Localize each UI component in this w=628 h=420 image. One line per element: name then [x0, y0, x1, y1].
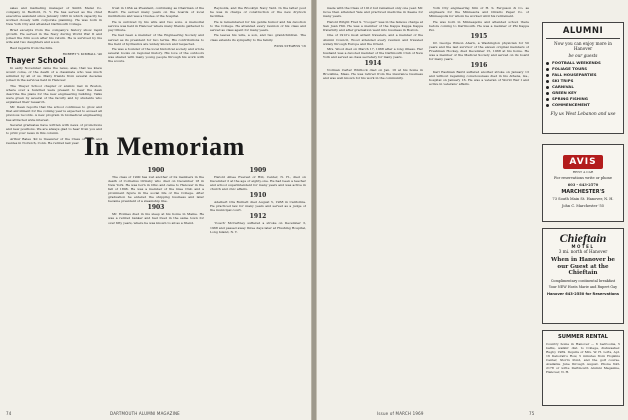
avis-dealer: MARCHESTER'S — [561, 189, 605, 196]
paragraph: made with the Class of 1912 but remained only one year. Mr. Gove then attended Yale and practiced medicine in Keene for many years. — [323, 6, 423, 19]
alumni-ad-item-label: GREEN KEY — [552, 90, 577, 95]
alumni-ad-tagline: Now you can enjoy more in Hanover — [554, 41, 612, 51]
paragraph: Mr. Dean reports that the school continues to grow and that enrollment for the coming year is expected to exceed all previous records. A new program in biomedical engineering has attracted wide interest. — [6, 105, 102, 122]
class-year: 1915 — [470, 32, 488, 40]
summer-rental-ad — [542, 330, 624, 406]
bullet-icon — [546, 86, 549, 89]
alumni-ad-item-label: SPRING FISHING — [552, 96, 588, 101]
memoriam-col-2 — [210, 166, 306, 404]
alumni-ad-item-label: FOLIAGE TOURS — [552, 66, 588, 71]
avis-ad — [542, 144, 624, 222]
right-col-1 — [323, 6, 423, 404]
obituary: Dr. George Wilson Ahern, a Washington physician for 50 years and the last survivor of the eleven original members of Freshman Hockey, died December 15, 1968 at his home. He was a member of the Medical Society and served on its board for many years. — [429, 40, 529, 62]
left-col-1 — [6, 6, 102, 404]
in-memoriam-heading: In Memoriam — [84, 132, 245, 161]
bullet-icon — [546, 92, 549, 95]
signature: ROBERT Y. KIMBALL '40 — [62, 51, 102, 56]
signature: RUSS STEARNS '16 — [274, 43, 306, 48]
bullet-icon — [546, 80, 549, 83]
obituary: Mr. Holmes died in his sleep at his home in Maine. He was a retired banker and had lived in the same town for over fifty years, where he was known to all as a friend. — [108, 212, 204, 225]
paragraph: He leaves his wife, a son, and two grandchildren. The class extends its sympathy to the family. — [210, 33, 306, 42]
paragraph: One of 1912's most ardent travelers, and a member of the Alumni Council, Wood attended every reunion and traveled widely through Europe and the Orient. — [323, 33, 423, 46]
chieftain-logo-sub: MOTEL — [571, 244, 595, 249]
alumni-ad-subtag: be our guests — [568, 53, 598, 58]
avis-address: 73 South Main St. Hanover, N. H. — [552, 197, 614, 202]
page-number-left: 74 — [6, 411, 12, 416]
alumni-ad-item-label: FOOTBALL WEEKENDS — [552, 60, 601, 65]
class-year: 1912 — [249, 213, 267, 221]
class-year: 1909 — [249, 167, 267, 174]
class-year: 1900 — [147, 167, 165, 174]
avis-logo-sub: RENT A CAR — [572, 170, 594, 174]
paragraph: He is survived by his wife and two sons. A memorial service was held in Hanover where many friends gathered to pay tribute. — [108, 19, 204, 32]
paragraph: trust in 1954 as President, continuing as Chairman of the Board. He served many years on the boards of local institutions and was a trustee of the hospital. — [108, 6, 204, 19]
obituary: Harold Albee Everest of Hill, Center, N. H., died on December 2 at the age of eighty-one. He had been a teacher and school superintendent for many years and was active in church and civic affairs. — [210, 175, 306, 192]
obituary: 'Coach' McCartney suffered a stroke on December 3, 1968 and passed away three days later at Flushing Hospital, Long Island, N. Y. — [210, 221, 306, 234]
alumni-ad-title: ALUMNI — [546, 26, 620, 39]
right-col-2 — [429, 6, 529, 404]
chieftain-motel-ad — [542, 228, 624, 324]
magazine-footer: DARTMOUTH ALUMNI MAGAZINE — [110, 411, 180, 416]
paragraph: He is remembered for his gentle humor and his devotion to the College. He attended every reunion of his class and served as class agent for many years. — [210, 19, 306, 32]
summer-rental-body: Country home in Hanover — 6 bedrooms, 5 baths, walkin' dist. to College, dishwasher. Rugby 1969. Inquire of Mrs. W. H. Lofts, Apt. 16 Deborah's Row, 5 minutes from Hopkins Center, Storrs Pond, and the golf course. Available June through August. Phone 643-2178 or write Dartmouth Alumni Magazine, Hanover, N. H. — [546, 342, 620, 374]
left-col-3 — [210, 6, 306, 130]
page-number-right: 75 — [529, 411, 535, 416]
memoriam-col-1 — [108, 166, 204, 404]
bullet-icon — [546, 62, 549, 65]
paragraph: Best regards from the hills. — [10, 45, 54, 50]
paragraph: He was a founder of the local historical society and wrote several books on regional history. His love of the outdoors was shared with many young people through his work with the scouts. — [108, 47, 204, 64]
paragraph: Arthur Bates '40 is treasurer of the Class of 1908 and resides in Norwich, Conn. He retired last year. — [6, 136, 102, 145]
chieftain-phone: Hanover 643-2550 for Reservations — [546, 292, 619, 297]
alumni-ad-fly-text: Fly us West Lebanon and use — [550, 112, 616, 117]
obituary: Norman Carter Whitlock died on Jan. 16 at his home in Brookline, Mass. He was retired from the insurance business and was well known for his work in the community. — [323, 68, 423, 81]
class-year: 1910 — [249, 192, 267, 200]
class-year: 1914 — [364, 60, 382, 68]
paragraph: He was born in Minneapolis and attended school there before coming to Dartmouth. He was a member of Phi Kappa Psi. — [429, 19, 529, 32]
left-page — [0, 0, 312, 420]
chieftain-owners: Your NEW Hosts Marie and Rupert Gay — [548, 284, 618, 289]
chieftain-logo: Chieftain — [559, 231, 607, 245]
obituary: Adelbert Ora Burnett died August 5, 1968 in California. He practiced law for many years and served as a judge of the municipal court. — [210, 200, 306, 213]
alumni-ad-item-label: COMMENCEMENT — [552, 102, 590, 107]
paragraph: Brief excerpts from the company's history show rapid growth. He served in the Navy during World War II and joined the firm soon after his return. He is survived by his wife and two daughters and a son. — [6, 27, 102, 44]
alumni-ad-item-label: FALL HOUSEPARTIES — [552, 72, 597, 77]
paragraph: The Thayer School chapter of alumni met in Boston, where over a hundred were present to hear the dean describe the plans for the new engineering building. Talks were given by several of the faculty and by students who explained their research. — [6, 83, 102, 104]
ads-sidebar — [542, 22, 624, 412]
paragraph: In early November came the news, alas, that we knew would come, of the death of a classmate who was much admired by all of us. Many friends from several decades joined in the services held in Hanover. — [6, 65, 102, 82]
bullet-icon — [546, 104, 549, 107]
bullet-icon — [546, 74, 549, 77]
issue-footer: Issue of MARCH 1969 — [377, 411, 424, 416]
avis-reservations: For reservations write or phone — [554, 176, 612, 180]
alumni-ad-item-label: CARNIVAL — [552, 84, 574, 89]
obituary: Karl Eastman Baird suffered another stroke on January 13 and without regaining consciousness died in his Athens, Ga., hospital on January 16. He was a veteran of World War I and active in veterans' affairs. — [429, 70, 529, 87]
paragraph: York City engineering firm of H. S. Ferguson & Co. as engineers for the Minnesota and Ontario Paper Co. of Minneapolis for whom he worked until his retirement. — [429, 6, 529, 19]
chieftain-headline: When in Hanover be our Guest at the Chieftain — [551, 257, 615, 277]
obituary: The class of 1900 has lost another of its members in the death of Cornelius Ormsby who died on December 18 in New York. He was born in Ohio and came to Hanover in the fall of 1896. He was a member of the Glee Club and a prominent figure in the social life of the College. After graduation he entered the shipping business and later became president of a steamship line. — [108, 175, 204, 204]
paragraph: Mrs. Wood died on March 17, 1968 after a long illness. Her husband was a devoted member of the Dartmouth Club of New York and served as class secretary for many years. — [323, 47, 423, 60]
paragraph: He had been a member of the Engineering Society and served as its president for two terms. His contributions to the field of hydraulics are widely known and respected. — [108, 33, 204, 46]
avis-contact: John C. Marchester '55 — [561, 203, 605, 208]
bullet-icon — [546, 68, 549, 71]
bullet-icon — [546, 98, 549, 101]
section-heading-thayer: Thayer School — [6, 55, 66, 65]
left-col-2 — [108, 6, 204, 130]
class-year: 1916 — [470, 62, 488, 70]
paragraph: sales and marketing manager of Smith Metal Co. company in Bedford, N. Y. He has served as the chief executive assistant since January 1963 in which capacity he worked closely with corporate planning. He was born in New York City and attended Dartmouth College. — [6, 6, 102, 27]
alumni-ad — [542, 22, 624, 134]
alumni-ad-item-label: SKI TRIPS — [552, 78, 574, 83]
paragraph: Several graduates have written with news of promotions and new positions. We are always glad to hear from you and to print your news in this column. — [6, 123, 102, 136]
paragraph: Reynolds, and the Brooklyn Navy Yard. In the latter post he was in charge of construction of the new drydock facilities. — [210, 6, 306, 19]
chieftain-location: 3 mi. north of Hanover — [558, 249, 608, 254]
summer-rental-title: SUMMER RENTAL — [558, 334, 608, 340]
chieftain-breakfast: Complimentary continental breakfast — [550, 278, 616, 283]
paragraph: Harold Wright Fred S. "Cooper" was in the famous charge at San Juan Hill. He was a member of the Kappa Kappa Kappa fraternity and after graduation went into business in Boston. — [323, 19, 423, 32]
avis-logo: AVIS — [563, 155, 602, 169]
alumni-ad-item — [546, 102, 620, 108]
avis-phone: 603 - 643-2570 — [567, 182, 599, 187]
class-year: 1903 — [147, 204, 165, 212]
